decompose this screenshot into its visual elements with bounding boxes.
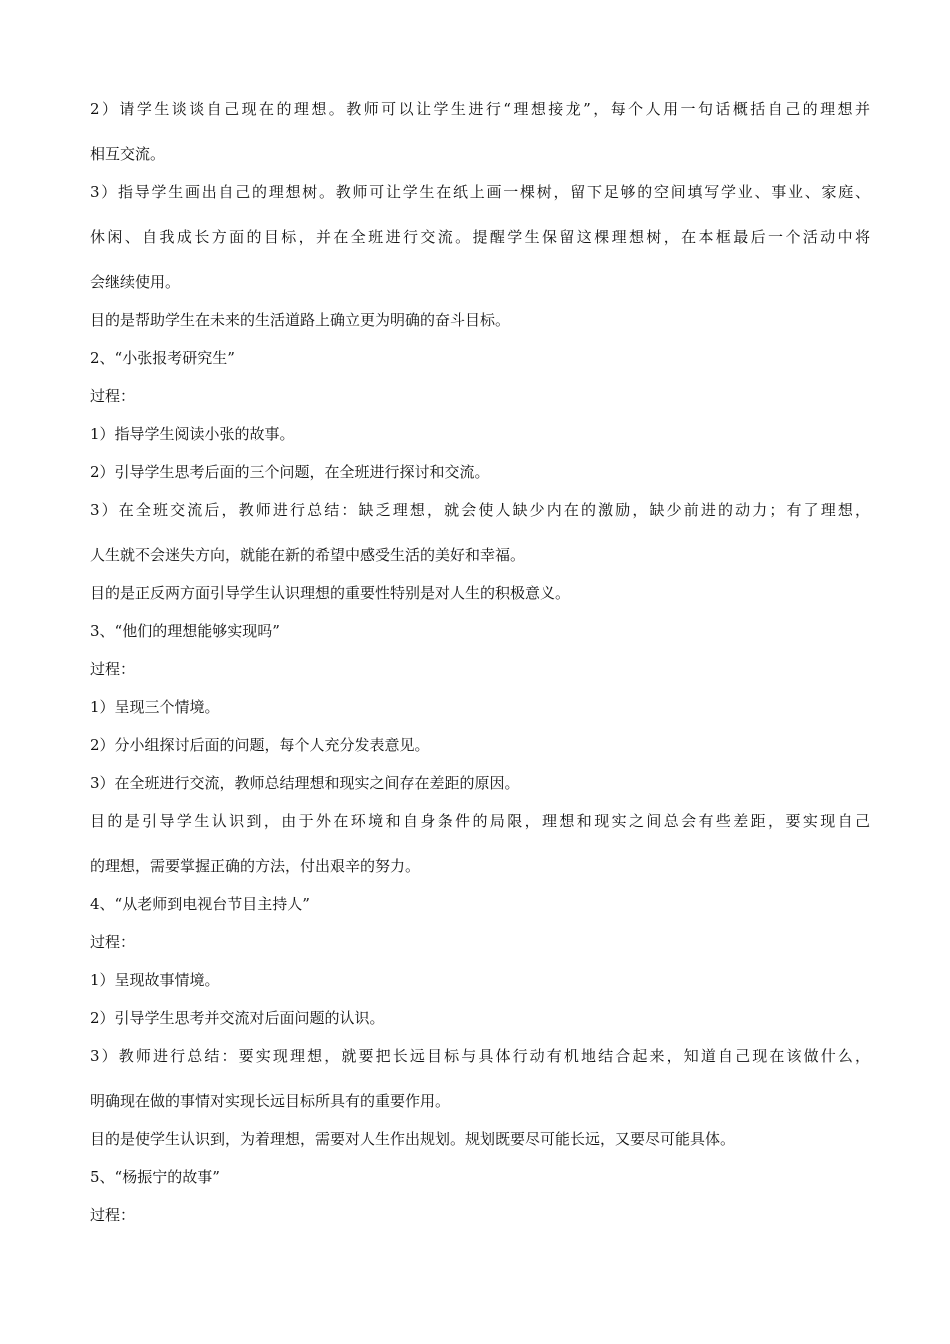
text-line: 3）指导学生画出自己的理想树。教师可让学生在纸上画一棵树，留下足够的空间填写学业、事业、家庭、: [90, 183, 870, 201]
process-label: 过程：: [90, 387, 136, 405]
text-line: 3）在全班交流后，教师进行总结：缺乏理想，就会使人缺少内在的激励，缺少前进的动力；有了理想，: [90, 501, 870, 519]
text-line: 2）分小组探讨后面的问题，每个人充分发表意见。: [90, 736, 430, 754]
text-line: 人生就不会迷失方向，就能在新的希望中感受生活的美好和幸福。: [90, 546, 526, 564]
section-heading: 2、“小张报考研究生”: [90, 349, 235, 367]
text-line: 目的是正反两方面引导学生认识理想的重要性特别是对人生的积极意义。: [90, 584, 571, 602]
text-line: 的理想，需要掌握正确的方法，付出艰辛的努力。: [90, 857, 421, 875]
text-line: 明确现在做的事情对实现长远目标所具有的重要作用。: [90, 1092, 451, 1110]
text-line: 3）教师进行总结：要实现理想，就要把长远目标与具体行动有机地结合起来，知道自己现在该做什么，: [90, 1047, 870, 1065]
text-line: 3）在全班进行交流，教师总结理想和现实之间存在差距的原因。: [90, 774, 520, 792]
text-line: 相互交流。: [90, 145, 166, 163]
text-line: 休闲、自我成长方面的目标，并在全班进行交流。提醒学生保留这棵理想树，在本框最后一个活动中将: [90, 228, 870, 246]
section-heading: 3、“他们的理想能够实现吗”: [90, 622, 280, 640]
text-line: 目的是引导学生认识到，由于外在环境和自身条件的局限，理想和现实之间总会有些差距，要实现自己: [90, 812, 870, 830]
text-line: 1）呈现三个情境。: [90, 698, 220, 716]
text-line: 会继续使用。: [90, 273, 181, 291]
process-label: 过程：: [90, 1206, 136, 1224]
process-label: 过程：: [90, 660, 136, 678]
section-heading: 5、“杨振宁的故事”: [90, 1168, 220, 1186]
process-label: 过程：: [90, 933, 136, 951]
text-line: 2）引导学生思考后面的三个问题，在全班进行探讨和交流。: [90, 463, 490, 481]
text-line: 1）呈现故事情境。: [90, 971, 220, 989]
document-body: [90, 98, 870, 1242]
text-line: 目的是使学生认识到，为着理想，需要对人生作出规划。规划既要尽可能长远，又要尽可能具体。: [90, 1130, 736, 1148]
text-line: 2）请学生谈谈自己现在的理想。教师可以让学生进行“理想接龙”，每个人用一句话概括自己的理想并: [90, 100, 870, 118]
text-line: 目的是帮助学生在未来的生活道路上确立更为明确的奋斗目标。: [90, 311, 511, 329]
text-line: 1）指导学生阅读小张的故事。: [90, 425, 295, 443]
section-heading: 4、“从老师到电视台节目主持人”: [90, 895, 310, 913]
text-line: 2）引导学生思考并交流对后面问题的认识。: [90, 1009, 385, 1027]
